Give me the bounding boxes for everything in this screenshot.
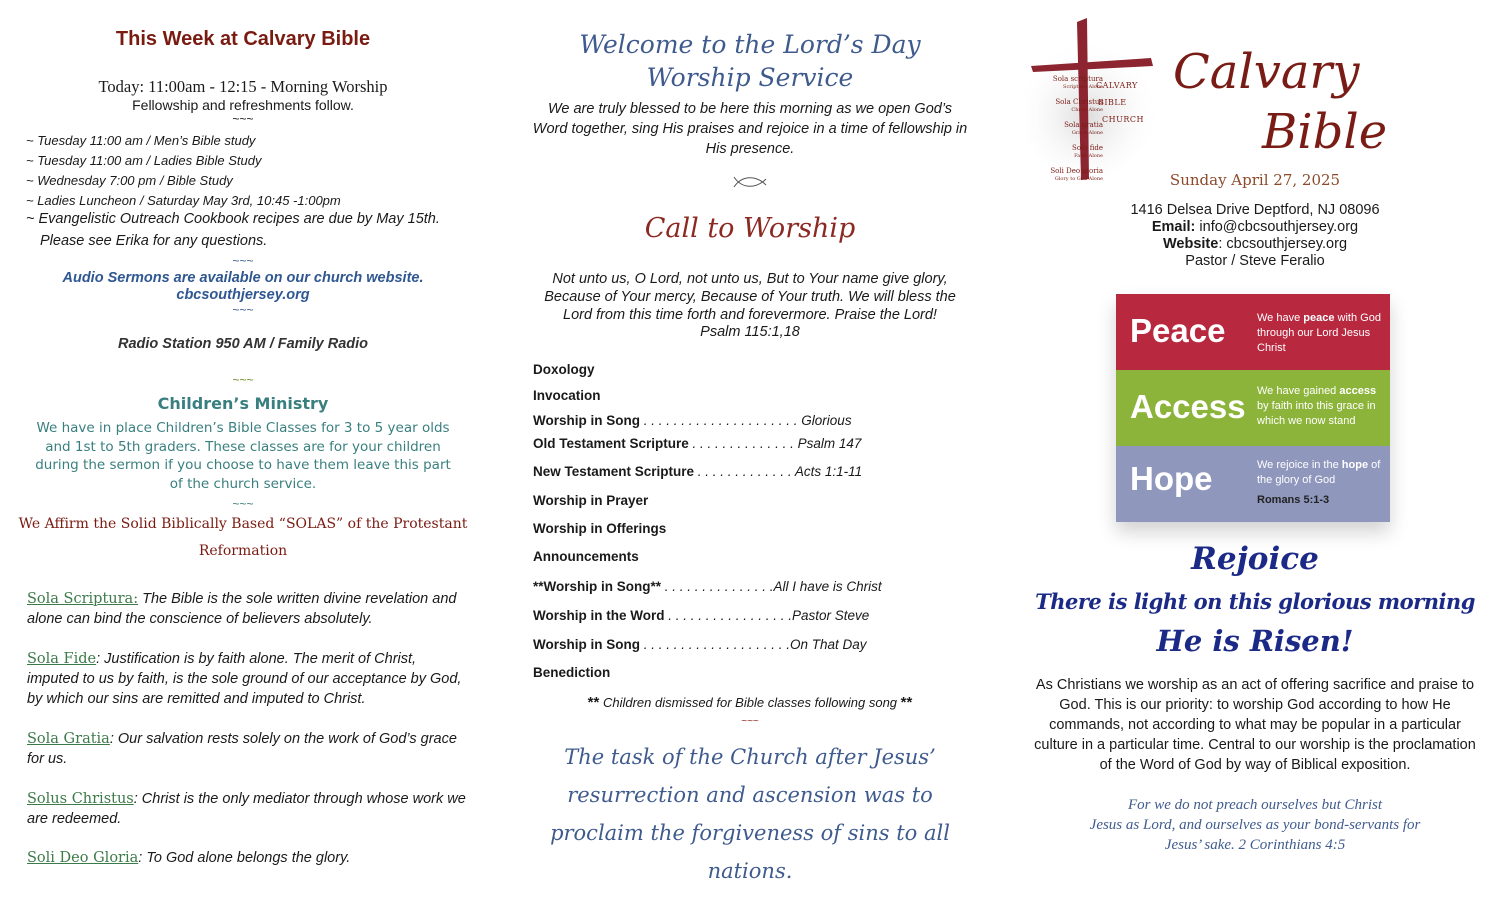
pastor: Pastor / Steve Feralio	[1185, 253, 1325, 269]
solas-heading: We Affirm the Solid Biblically Based “SOLAS” of the Protestant	[18, 516, 468, 532]
welcome-subtitle: Worship Service	[646, 63, 854, 92]
scripture-verse: For we do not preach ourselves but Christ Jesus as Lord, and ourselves as your bond-servants for Jesus’ sake. 2 Corinthians 4:5	[1089, 797, 1421, 853]
childrens-ministry-text: We have in place Children’s Bible Classes for 3 to 5 year olds and 1st to 5th graders. These classes are for your children during the sermon if you choose to have them leave this part of the church service.	[35, 420, 451, 492]
access-text: We have gained access by faith into this grace in which we now stand	[1257, 385, 1377, 427]
sola-text: : Justification is by faith alone. The merit of Christ, imputed to us by faith, is the sole ground of our acceptance by God, by which our sins are remitted and imputed to Christ.	[27, 651, 462, 707]
romans-ref: Romans 5:1-3	[1257, 494, 1330, 506]
risen-heading: He is Risen!	[1156, 624, 1354, 658]
church-website-link[interactable]: cbcsouthjersey.org	[176, 287, 310, 303]
separator: ~~~	[232, 254, 254, 268]
sola-item	[27, 729, 467, 769]
week-heading: This Week at Calvary Bible	[115, 28, 371, 50]
call-to-worship-title: Call to Worship	[644, 213, 856, 244]
sola-text: : Our salvation rests solely on the work of God’s grace for us.	[27, 731, 457, 767]
calvary-title: Calvary	[1173, 44, 1360, 100]
welcome-title: Welcome to the Lord’s Day	[579, 30, 921, 59]
children-dismissed-note: ** Children dismissed for Bible classes following song **	[587, 694, 913, 711]
outreach-note: Please see Erika for any questions.	[40, 233, 268, 249]
order-item: Worship in Offerings	[533, 521, 667, 536]
light-heading: There is light on this glorious morning	[1035, 589, 1475, 614]
order-item: Announcements	[533, 549, 639, 564]
order-item: New Testament Scripture . . . . . . . . . . . . . Acts 1:1-11	[533, 464, 863, 479]
call-to-worship-text: Not unto us, O Lord, not unto us, But to Your name give glory, Because of Your mercy, Because of Your truth. We will bless the Lord from this time forth and forevermore. Praise the Lord!	[544, 271, 956, 323]
event-item: ~ Ladies Luncheon / Saturday May 3rd, 10:45 -1:00pm	[26, 193, 341, 208]
contact-block	[1010, 202, 1500, 270]
peace-band	[1116, 294, 1390, 370]
childrens-ministry-title: Children’s Ministry	[157, 394, 329, 413]
order-item: Doxology	[533, 362, 595, 377]
middle-column	[520, 0, 980, 911]
hope-band	[1116, 446, 1390, 522]
sola-text: : To God alone belongs the glory.	[138, 850, 351, 866]
access-word: Access	[1130, 388, 1246, 425]
sola-item	[27, 589, 467, 629]
website-label: Website	[1162, 236, 1219, 252]
order-item: Old Testament Scripture . . . . . . . . . . . . . . Psalm 147	[533, 436, 862, 451]
order-item: Benediction	[533, 665, 611, 680]
sola-item	[27, 649, 467, 709]
separator: ~~~	[232, 373, 254, 387]
fish-icon	[732, 174, 768, 190]
task-of-church-text: The task of the Church after Jesus’ resurrection and ascension was to proclaim the forgiveness of sins to all nations.	[550, 745, 950, 883]
audio-sermons-text: Audio Sermons are available on our church website.	[62, 270, 424, 286]
email-link[interactable]: info@cbcsouthjersey.org	[1195, 219, 1359, 235]
fellowship-line: Fellowship and refreshments follow.	[132, 97, 354, 113]
event-list	[26, 131, 466, 211]
order-item: Worship in the Word . . . . . . . . . . . . . . . . .Pastor Steve	[533, 608, 870, 623]
sola-term: Sola Scriptura:	[27, 591, 139, 607]
outreach-line: ~ Evangelistic Outreach Cookbook recipes are due by May 15th.	[26, 211, 440, 227]
order-item: Worship in Song . . . . . . . . . . . . . . . . . . . .On That Day	[533, 637, 867, 652]
solas-heading-2: Reformation	[198, 543, 288, 559]
address: 1416 Delsea Drive Deptford, NJ 08096	[1130, 202, 1380, 218]
event-item: ~ Tuesday 11:00 am / Men’s Bible study	[26, 133, 256, 148]
sola-term: Sola Gratia	[27, 731, 110, 747]
today-line: Today: 11:00am - 12:15 - Morning Worship	[98, 77, 388, 96]
order-item: Worship in Prayer	[533, 493, 649, 508]
access-band	[1116, 370, 1390, 446]
separator: ~~~	[232, 303, 254, 317]
order-item: Worship in Song . . . . . . . . . . . . . . . . . . . . . Glorious	[533, 413, 852, 428]
website-link[interactable]: : cbcsouthjersey.org	[1218, 236, 1348, 252]
sola-term: Soli Deo Gloria	[27, 850, 139, 866]
left-column	[18, 0, 468, 911]
bible-title: Bible	[1262, 104, 1388, 160]
service-date: Sunday April 27, 2025	[1169, 171, 1341, 189]
welcome-text: We are truly blessed to be here this morning as we open God’s Word together, sing His praises and rejoice in a time of fellowship in His presence.	[532, 101, 968, 157]
peace-word: Peace	[1130, 312, 1226, 349]
event-item: ~ Tuesday 11:00 am / Ladies Bible Study	[26, 153, 262, 168]
right-column	[1010, 0, 1500, 911]
logo-words: CALVARY BIBLE CHURCH	[1096, 81, 1144, 124]
sola-item	[27, 848, 467, 868]
separator: ~~~	[741, 716, 759, 727]
sola-item	[27, 789, 467, 829]
radio-station: Radio Station 950 AM / Family Radio	[117, 336, 369, 352]
email-label: Email:	[1151, 219, 1196, 235]
rejoice-heading: Rejoice	[1191, 541, 1319, 577]
sola-text: : Christ is the only mediator through whose work we are redeemed.	[27, 791, 466, 827]
order-item: **Worship in Song** . . . . . . . . . . . . . . .All I have is Christ	[533, 579, 882, 594]
peace-text: We have peace with God through our Lord Jesus Christ	[1257, 312, 1381, 354]
call-to-worship-ref: Psalm 115:1,18	[700, 324, 800, 340]
separator: ~~~	[232, 497, 254, 511]
sola-term: Solus Christus	[27, 791, 134, 807]
order-item: Invocation	[533, 388, 601, 403]
peace-access-hope-card	[1116, 294, 1390, 522]
separator: ~~~	[232, 112, 254, 126]
event-item: ~ Wednesday 7:00 pm / Bible Study	[26, 173, 233, 188]
hope-word: Hope	[1130, 460, 1213, 497]
hope-text: We rejoice in the hope of the glory of God	[1257, 459, 1381, 486]
sola-text: The Bible is the sole written divine revelation and alone can bind the conscience of believers absolutely.	[27, 591, 457, 627]
logo-solas: Sola scriptura Scripture Alone Sola Christus Christ Alone Sola gratia Grace Alone Sola fide Faith Alone Soli Deo gloria Glory to God Alone	[1050, 75, 1103, 182]
worship-statement: As Christians we worship as an act of offering sacrifice and praise to God. This is our priority: to worship God according to how He commands, not according to what may be popular in a particular culture in a particular time. Central to our worship is the proclamation of the Word of God by way of Biblical exposition.	[1034, 677, 1476, 773]
sola-term: Sola Fide	[27, 651, 97, 667]
